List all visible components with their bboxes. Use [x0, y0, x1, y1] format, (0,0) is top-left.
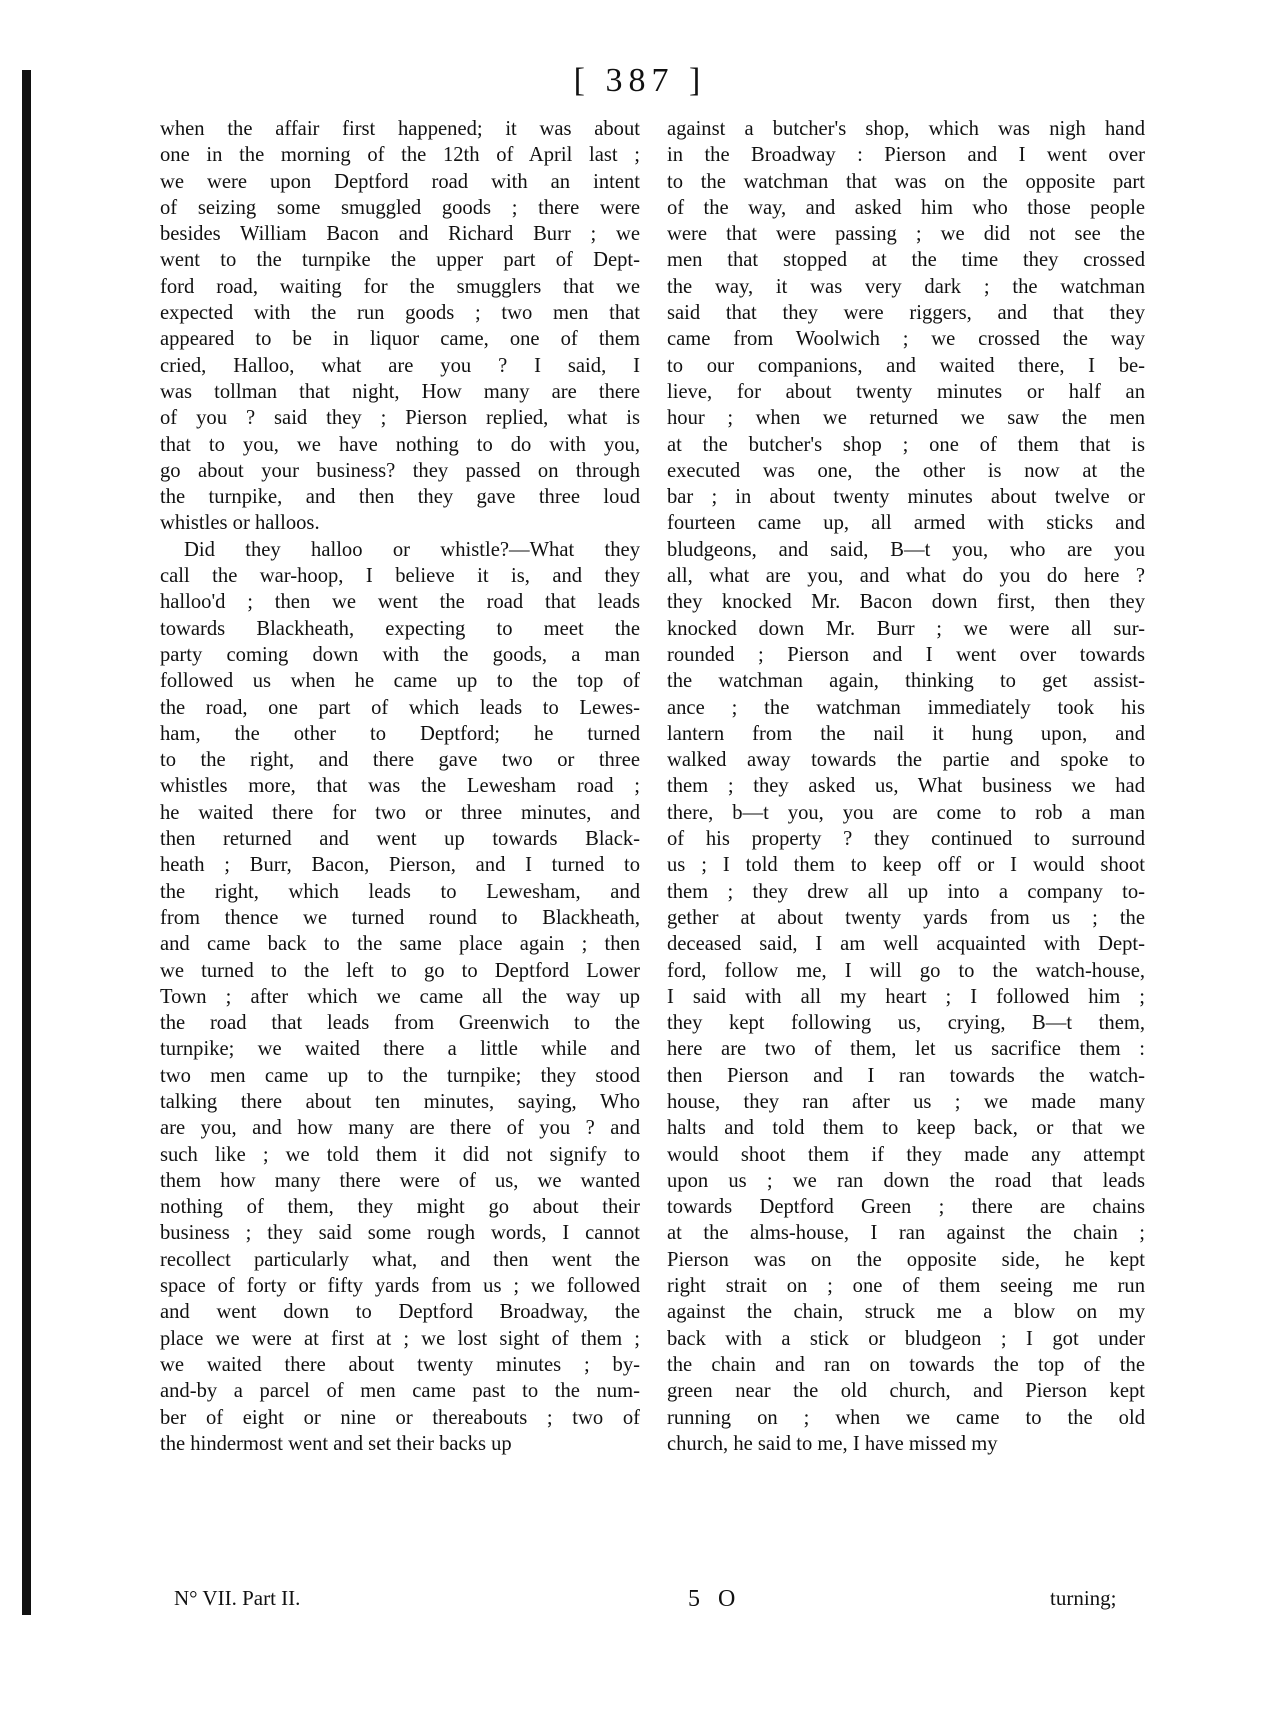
text-line: we waited there about twenty minutes ; by- — [160, 1353, 640, 1376]
text-line: the right, which leads to Lewesham, and — [160, 880, 640, 903]
text-line: of his property ? they continued to surround — [667, 828, 1145, 851]
text-line: lieve, for about twenty minutes or half an — [667, 380, 1145, 403]
text-line: and-by a parcel of men came past to the num- — [160, 1380, 640, 1403]
text-line: ance ; the watchman immediately took his — [667, 696, 1145, 719]
text-line: hour ; when we returned we saw the men — [667, 407, 1145, 430]
text-line: of seizing some smuggled goods ; there were — [160, 196, 640, 219]
text-line: the road, one part of which leads to Lewes- — [160, 696, 640, 719]
text-line: the watchman again, thinking to get assist- — [667, 670, 1145, 693]
text-line: I said with all my heart ; I followed him ; — [667, 985, 1145, 1008]
text-line: besides William Bacon and Richard Burr ; we — [160, 223, 640, 246]
text-line: halloo'd ; then we went the road that leads — [160, 591, 640, 614]
text-line: place we were at first at ; we lost sight of them ; — [160, 1327, 640, 1350]
text-line: went to the turnpike the upper part of Dept- — [160, 249, 640, 272]
text-line: all, what are you, and what do you do here ? — [667, 565, 1145, 588]
catchword: turning; — [1050, 1586, 1117, 1610]
text-line: whistles more, that was the Lewesham road ; — [160, 775, 640, 798]
text-line: knocked down Mr. Burr ; we were all sur- — [667, 617, 1145, 640]
text-line: fourteen came up, all armed with sticks and — [667, 512, 1145, 535]
text-line: to our companions, and waited there, I be- — [667, 354, 1145, 377]
page-number: [ 387 ] — [573, 62, 707, 99]
text-line: men that stopped at the time they crossed — [667, 249, 1145, 272]
text-line: nothing of them, they might go about their — [160, 1196, 640, 1219]
text-line: against the chain, struck me a blow on my — [667, 1301, 1145, 1324]
text-line: deceased said, I am well acquainted with Dept- — [667, 933, 1145, 956]
text-line: space of forty or fifty yards from us ; we followed — [160, 1275, 640, 1298]
text-line: Did they halloo or whistle?—What they — [184, 538, 640, 561]
text-line: followed us when he came up to the top of — [160, 670, 640, 693]
text-line: walked away towards the partie and spoke to — [667, 749, 1145, 772]
text-line: towards Deptford Green ; there are chains — [667, 1196, 1145, 1219]
text-line: are you, and how many are there of you ? and — [160, 1117, 640, 1140]
text-line: us ; I told them to keep off or I would shoot — [667, 854, 1145, 877]
text-line: that to you, we have nothing to do with you, — [160, 433, 640, 456]
text-line: house, they ran after us ; we made many — [667, 1090, 1145, 1113]
text-line: call the war-hoop, I believe it is, and they — [160, 565, 640, 588]
text-line: of the way, and asked him who those people — [667, 196, 1145, 219]
text-line: such like ; we told them it did not signify to — [160, 1143, 640, 1166]
text-line: at the alms-house, I ran against the chain ; — [667, 1222, 1145, 1245]
text-line: cried, Halloo, what are you ? I said, I — [160, 354, 640, 377]
text-line: at the butcher's shop ; one of them that is — [667, 433, 1145, 456]
right-column — [667, 116, 1145, 1457]
signature-mark: 5 O — [688, 1586, 742, 1612]
text-line: they kept following us, crying, B—t them, — [667, 1012, 1145, 1035]
text-line: the chain and ran on towards the top of the — [667, 1353, 1145, 1376]
text-line: green near the old church, and Pierson kept — [667, 1380, 1145, 1403]
text-line: recollect particularly what, and then went the — [160, 1248, 640, 1271]
text-line: from thence we turned round to Blackheath, — [160, 906, 640, 929]
text-line: bludgeons, and said, B—t you, who are you — [667, 538, 1145, 561]
text-line: turnpike; we waited there a little while and — [160, 1038, 640, 1061]
text-line: then Pierson and I ran towards the watch- — [667, 1064, 1145, 1087]
text-line: to the watchman that was on the opposite part — [667, 170, 1145, 193]
text-line: Town ; after which we came all the way up — [160, 985, 640, 1008]
text-line: the turnpike, and then they gave three loud — [160, 486, 640, 509]
text-line: said that they were riggers, and that they — [667, 302, 1145, 325]
text-line: in the Broadway : Pierson and I went over — [667, 144, 1145, 167]
text-line: to the right, and there gave two or three — [160, 749, 640, 772]
text-line: Pierson was on the opposite side, he kept — [667, 1248, 1145, 1271]
text-line: bar ; in about twenty minutes about twelve or — [667, 486, 1145, 509]
text-line: he waited there for two or three minutes, and — [160, 801, 640, 824]
text-line: lantern from the nail it hung upon, and — [667, 722, 1145, 745]
text-line: running on ; when we came to the old — [667, 1406, 1145, 1429]
text-line: the road that leads from Greenwich to the — [160, 1012, 640, 1035]
text-line: the way, it was very dark ; the watchman — [667, 275, 1145, 298]
text-line: the hindermost went and set their backs up — [160, 1432, 512, 1455]
text-line: came from Woolwich ; we crossed the way — [667, 328, 1145, 351]
text-line: rounded ; Pierson and I went over towards — [667, 643, 1145, 666]
text-line: we turned to the left to go to Deptford Lower — [160, 959, 640, 982]
text-line: go about your business? they passed on through — [160, 459, 640, 482]
text-line: were that were passing ; we did not see the — [667, 223, 1145, 246]
text-line: back with a stick or bludgeon ; I got under — [667, 1327, 1145, 1350]
text-line: and came back to the same place again ; then — [160, 933, 640, 956]
text-line: of you ? said they ; Pierson replied, what is — [160, 407, 640, 430]
text-line: them ; they drew all up into a company to- — [667, 880, 1145, 903]
text-line: would shoot them if they made any attempt — [667, 1143, 1145, 1166]
text-line: here are two of them, let us sacrifice them : — [667, 1038, 1145, 1061]
text-line: against a butcher's shop, which was nigh hand — [667, 118, 1145, 140]
text-line: and went down to Deptford Broadway, the — [160, 1301, 640, 1324]
text-line: gether at about twenty yards from us ; the — [667, 906, 1145, 929]
text-line: two men came up to the turnpike; they stood — [160, 1064, 640, 1087]
text-line: towards Blackheath, expecting to meet the — [160, 617, 640, 640]
text-line: ber of eight or nine or thereabouts ; two of — [160, 1406, 640, 1429]
text-line: appeared to be in liquor came, one of them — [160, 328, 640, 351]
text-line: expected with the run goods ; two men that — [160, 302, 640, 325]
text-line: they knocked Mr. Bacon down first, then they — [667, 591, 1145, 614]
text-line: then returned and went up towards Black- — [160, 828, 640, 851]
left-column — [160, 116, 640, 1457]
text-line: party coming down with the goods, a man — [160, 643, 640, 666]
text-line: whistles or halloos. — [160, 512, 320, 535]
text-line: heath ; Burr, Bacon, Pierson, and I turned to — [160, 854, 640, 877]
text-line: halts and told them to keep back, or that we — [667, 1117, 1145, 1140]
text-line: was tollman that night, How many are there — [160, 380, 640, 403]
text-line: we were upon Deptford road with an intent — [160, 170, 640, 193]
text-line: upon us ; we ran down the road that leads — [667, 1169, 1145, 1192]
text-line: one in the morning of the 12th of April last ; — [160, 144, 640, 167]
text-line: business ; they said some rough words, I cannot — [160, 1222, 640, 1245]
text-line: when the affair first happened; it was about — [160, 118, 640, 140]
binding-edge — [22, 70, 31, 1615]
text-line: ford, follow me, I will go to the watch-house, — [667, 959, 1145, 982]
text-line: executed was one, the other is now at the — [667, 459, 1145, 482]
text-line: them ; they asked us, What business we had — [667, 775, 1145, 798]
text-line: right strait on ; one of them seeing me run — [667, 1275, 1145, 1298]
text-line: there, b—t you, you are come to rob a man — [667, 801, 1145, 824]
text-line: talking there about ten minutes, saying, Who — [160, 1090, 640, 1113]
text-line: ham, the other to Deptford; he turned — [160, 722, 640, 745]
text-line: them how many there were of us, we wanted — [160, 1169, 640, 1192]
volume-part-label: N° VII. Part II. — [174, 1586, 301, 1610]
text-line: ford road, waiting for the smugglers that we — [160, 275, 640, 298]
text-line: church, he said to me, I have missed my — [667, 1432, 998, 1455]
